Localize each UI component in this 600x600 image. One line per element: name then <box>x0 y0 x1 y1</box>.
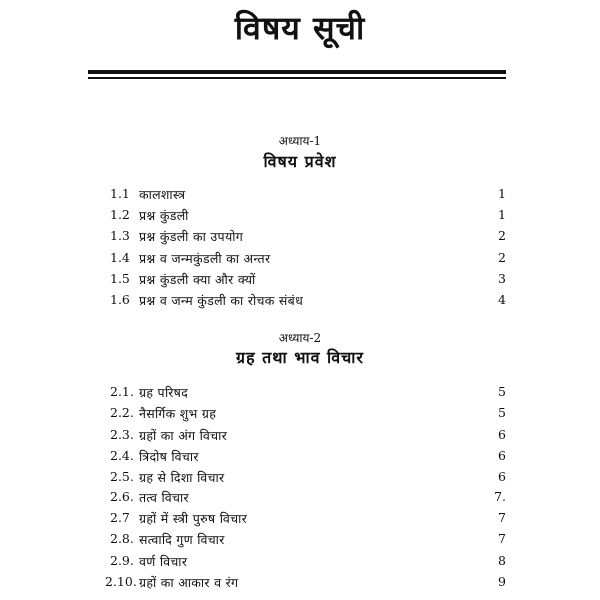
title-divider-thin <box>88 77 506 79</box>
entry-number: 1.1 <box>110 186 130 201</box>
page-title: विषय सूची <box>234 9 366 47</box>
entry-number: 2.10. <box>105 574 137 589</box>
title-divider-thick <box>88 70 506 74</box>
entry-number: 1.3 <box>110 228 130 243</box>
entry-title: नैसर्गिक शुभ ग्रह <box>139 406 217 421</box>
entry-title: त्रिदोष विचार <box>139 449 199 464</box>
entry-title: प्रश्न कुंडली का उपयोग <box>139 229 244 244</box>
entry-number: 2.2. <box>110 405 134 420</box>
toc-entry <box>0 250 600 270</box>
toc-entry <box>0 489 600 509</box>
entry-title: प्रश्न कुंडली क्या और क्यों <box>139 272 256 287</box>
entry-title: ग्रहों में स्त्री पुरुष विचार <box>139 511 248 526</box>
entry-page: 7 <box>498 531 506 546</box>
entry-number: 1.6 <box>110 292 130 307</box>
toc-entry <box>0 405 600 425</box>
entry-number: 1.2 <box>110 207 130 222</box>
chapter-1-label: अध्याय-1 <box>278 134 322 148</box>
toc-entry <box>0 427 600 447</box>
entry-page: 6 <box>498 448 506 463</box>
entry-title: ग्रहों का आकार व रंग <box>139 575 239 590</box>
entry-page: 2 <box>498 228 506 243</box>
entry-title: सत्वादि गुण विचार <box>139 532 225 547</box>
toc-entry <box>0 228 600 248</box>
entry-number: 2.8. <box>110 531 134 546</box>
entry-title: प्रश्न व जन्म कुंडली का रोचक संबंध <box>139 293 304 308</box>
entry-page: 4 <box>498 292 506 307</box>
entry-page: 6 <box>498 427 506 442</box>
toc-entry <box>0 384 600 404</box>
entry-page: 1 <box>498 207 506 222</box>
toc-entry <box>0 271 600 291</box>
toc-entry <box>0 574 600 594</box>
toc-entry <box>0 510 600 530</box>
entry-page: 3 <box>498 271 506 286</box>
entry-title: ग्रह परिषद <box>139 385 189 400</box>
entry-page: 7. <box>494 489 506 504</box>
toc-entry <box>0 553 600 573</box>
toc-entry <box>0 207 600 227</box>
entry-page: 9 <box>498 574 506 589</box>
entry-number: 2.5. <box>110 469 134 484</box>
entry-number: 2.4. <box>110 448 134 463</box>
entry-number: 2.1. <box>110 384 134 399</box>
entry-title: तत्व विचार <box>139 490 189 505</box>
entry-number: 2.7 <box>110 510 130 525</box>
entry-page: 6 <box>498 469 506 484</box>
chapter-2-label: अध्याय-2 <box>278 331 322 345</box>
entry-title: ग्रहों का अंग विचार <box>139 428 228 443</box>
entry-page: 8 <box>498 553 506 568</box>
entry-page: 7 <box>498 510 506 525</box>
entry-number: 1.4 <box>110 250 130 265</box>
toc-entry <box>0 186 600 206</box>
entry-title: प्रश्न कुंडली <box>139 208 189 223</box>
entry-title: ग्रह से दिशा विचार <box>139 470 225 485</box>
chapter-1-title: विषय प्रवेश <box>263 152 337 171</box>
toc-entry <box>0 292 600 312</box>
entry-title: वर्ण विचार <box>139 554 188 569</box>
entry-number: 2.6. <box>110 489 134 504</box>
chapter-2-title: ग्रह तथा भाव विचार <box>236 348 364 367</box>
entry-number: 1.5 <box>110 271 130 286</box>
entry-number: 2.9. <box>110 553 134 568</box>
entry-page: 2 <box>498 250 506 265</box>
toc-entry <box>0 531 600 551</box>
entry-title: प्रश्न व जन्मकुंडली का अन्तर <box>139 251 271 266</box>
toc-entry <box>0 469 600 489</box>
entry-title: कालशास्त्र <box>139 187 186 202</box>
toc-entry <box>0 448 600 468</box>
entry-page: 1 <box>498 186 506 201</box>
entry-number: 2.3. <box>110 427 134 442</box>
entry-page: 5 <box>498 384 506 399</box>
entry-page: 5 <box>498 405 506 420</box>
